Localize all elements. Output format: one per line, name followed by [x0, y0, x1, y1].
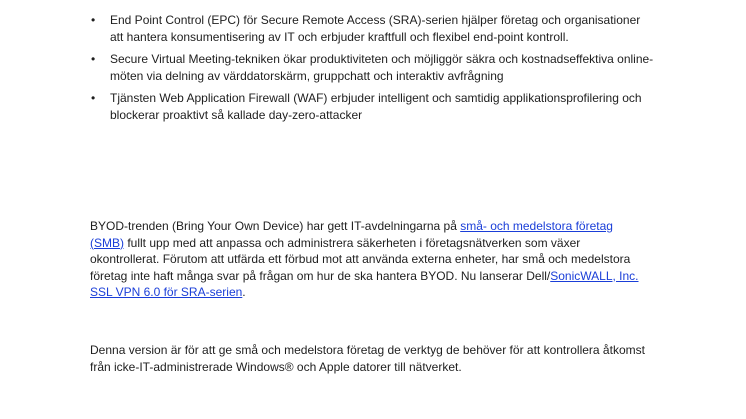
- paragraph-text: .: [242, 285, 246, 299]
- sonicwall-link[interactable]: SonicWALL, Inc.: [550, 268, 639, 283]
- paragraph-text: fullt upp med att anpassa och administrera säkerheten i företagsnätverken som växer okontrollerat. Förutom att utfärda ett förbud mot att använda externa enheter, har små och medelstora företag inte haft många svar på frågan om hur de ska hantera BYOD. Nu lanserar Dell/: [90, 235, 631, 283]
- paragraph-text: BYOD-trenden (Bring Your Own Device) har gett IT-avdelningarna på: [90, 219, 461, 233]
- byod-paragraph: [90, 218, 650, 301]
- bullet-icon: •: [91, 13, 96, 27]
- version-paragraph: Denna version är för att ge små och medelstora företag de verktyg de behöver för att kontrollera åtkomst från icke-IT-administrerade Windows® och Apple datorer till nätverket.: [90, 343, 645, 374]
- feature-list: [91, 12, 654, 129]
- list-item: [91, 51, 654, 84]
- bullet-icon: •: [91, 91, 96, 105]
- list-item: [91, 90, 654, 123]
- list-item-text: Secure Virtual Meeting-tekniken ökar produktiviteten och möjliggör säkra och kostnadseffektiva online-möten via delning av värddatorskärm, gruppchatt och interaktiv avfrågning: [110, 52, 654, 83]
- list-item-text: Tjänsten Web Application Firewall (WAF) erbjuder intelligent och samtidig applikationsprofilering och blockerar proaktivt så kallade day-zero-attacker: [110, 91, 642, 122]
- list-item: [91, 12, 654, 45]
- smb-link[interactable]: små- och medelstora företag (SMB): [90, 219, 613, 250]
- list-item-text: End Point Control (EPC) för Secure Remote Access (SRA)-serien hjälper företag och organisationer att hantera konsumentisering av IT och erbjuder kraftfull och flexibel end-point kontroll.: [110, 13, 641, 44]
- bullet-icon: •: [91, 52, 96, 66]
- ssl-vpn-link[interactable]: SSL VPN 6.0 för SRA-serien: [90, 285, 243, 299]
